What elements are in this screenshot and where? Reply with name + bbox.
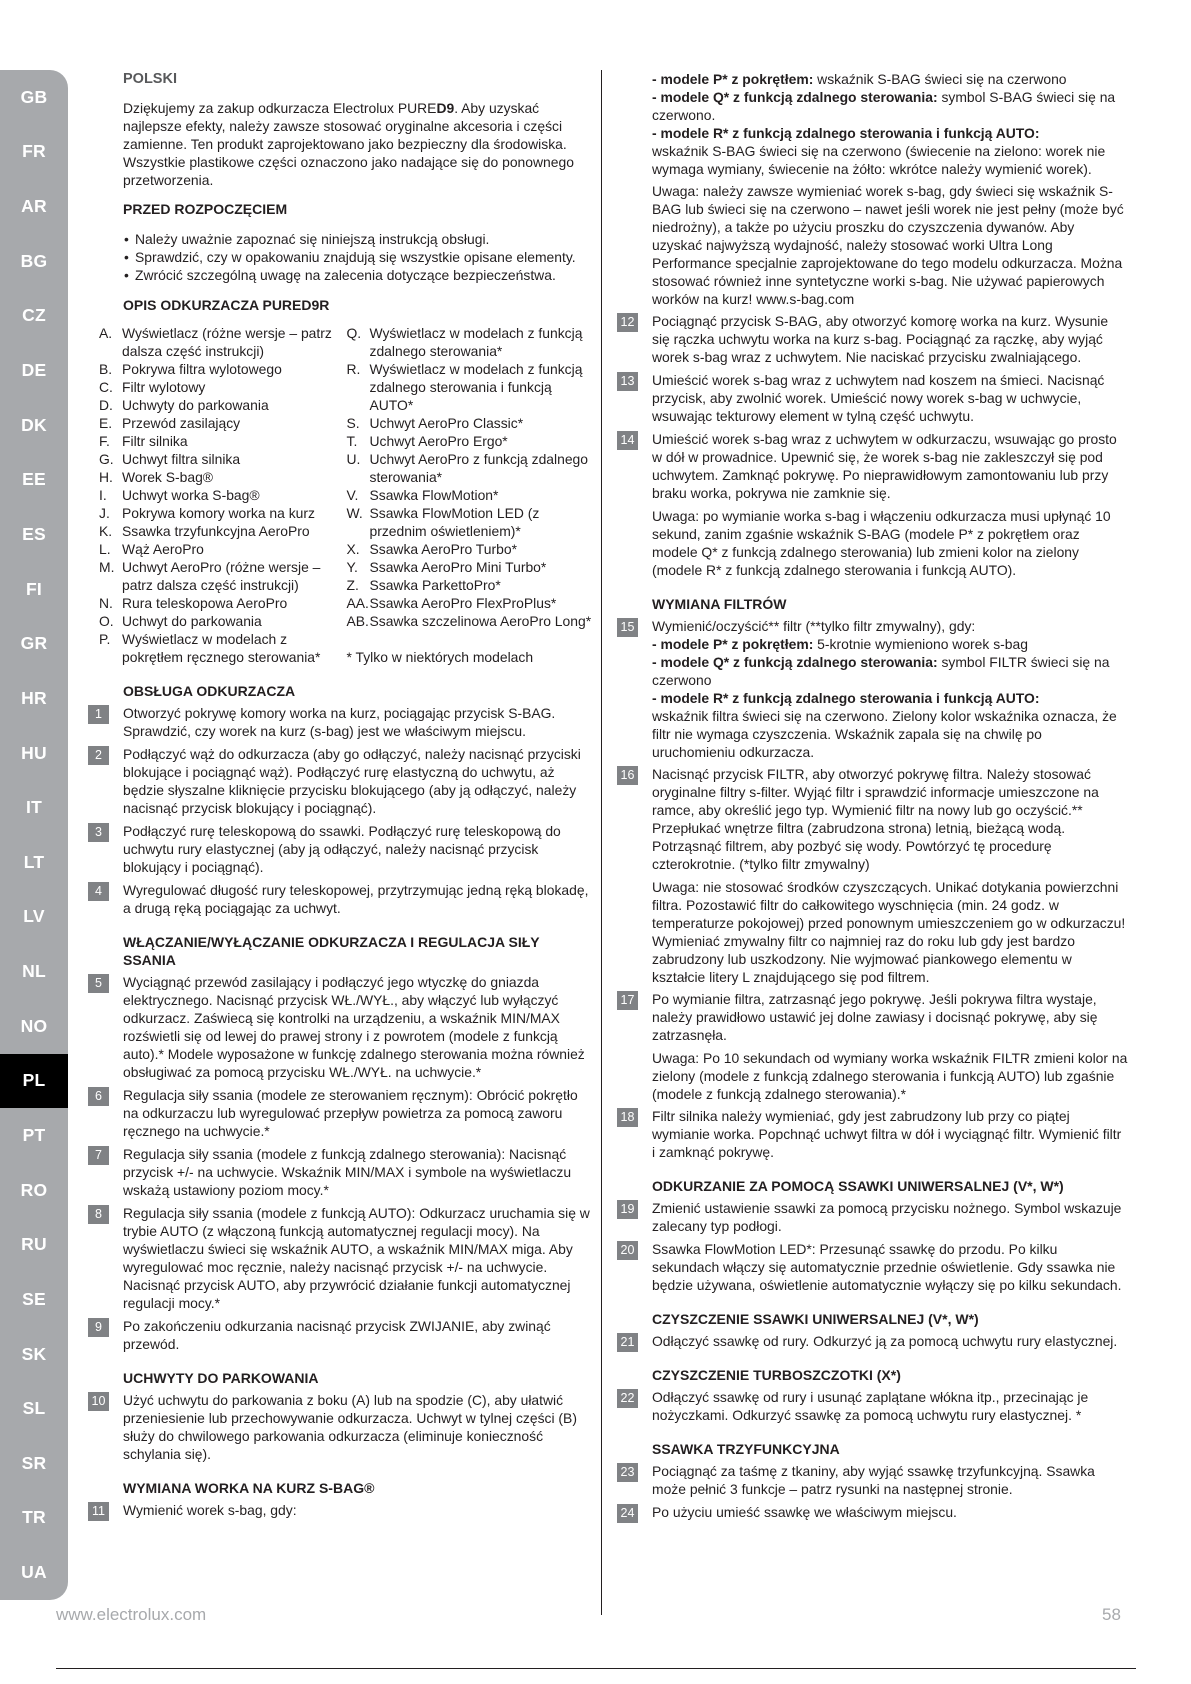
language-title: POLSKI	[123, 71, 177, 87]
step-16-note: Uwaga: nie stosować środków czyszczących. Unikać dotykania powierzchni filtra. Pozostawić filtr do całkowitego wyschnięcia (min. 24 godz. w temperaturze pokojowej) przed ponownym umieszczeniem go w odkurzaczu! Wymieniać zmywalny filtr co najmniej raz do roku lub gdy jest bardzo zabrudzony lub uszkodzony. Nie wyjmować piankowego elementu w kształcie litery L znajdującego się pod filtrem.	[652, 879, 1126, 985]
before-list	[84, 230, 594, 284]
universal-heading: ODKURZANIE ZA POMOCĄ SSAWKI UNIWERSALNEJ (V*, W*)	[652, 1178, 1064, 1194]
language-tab-nl[interactable]: NL	[22, 961, 46, 982]
language-tab-gr[interactable]: GR	[20, 633, 48, 654]
triple-heading: SSAWKA TRZYFUNKCYJNA	[652, 1441, 840, 1457]
bag-note: Uwaga: należy zawsze wymieniać worek s-bag, gdy świeci się wskaźnik S-BAG lub świeci się na czerwono – nawet jeśli worek nie jest pełny (może być niedrożny), a także po użyciu proszku do czyszczenia dywanów. Aby uzyskać najwyższą wydajność, należy stosować worki Ultra Long Performance specjalnie zaprojektowane do tego modelu odkurzacza. Można stosować również inne syntetyczne worki s-bag. Nie używać papierowych worków na kurz! www.s-bag.com	[652, 183, 1124, 307]
part-item: X. Ssawka AeroPro Turbo*	[346, 541, 517, 557]
step-1: 1 Otworzyć pokrywę komory worka na kurz, pociągając przycisk S-BAG. Sprawdzić, czy worek na kurz (s-bag) jest we właściwym miejscu.	[84, 704, 594, 740]
language-tab-pt[interactable]: PT	[22, 1124, 46, 1145]
step-10: 10 Użyć uchwytu do parkowania z boku (A) lub na spodzie (C), aby ułatwić przeniesienie lub przechowywanie odkurzacza. Uchwyt w tylnej części (B) służy do chwilowego parkowania odkurzacza (eliminuje konieczność schylania się).	[84, 1391, 594, 1463]
step-6: 6 Regulacja siły ssania (modele ze sterowaniem ręcznym): Obrócić pokrętło na odkurzaczu lub wyregulować przepływ powietrza za pomocą zaworu ręcznego na uchwycie.*	[84, 1086, 594, 1140]
part-item: P. Wyświetlacz w modelach z pokrętłem ręcznego sterowania*	[99, 631, 321, 665]
part-item: Y. Ssawka AeroPro Mini Turbo*	[346, 559, 547, 575]
step-24: 24 Po użyciu umieść ssawkę we właściwym miejscu.	[613, 1503, 1128, 1521]
clean-universal-heading: CZYSZCZENIE SSAWKI UNIWERSALNEJ (V*, W*)	[652, 1311, 979, 1327]
filter-condition-q: - modele Q* z funkcją zdalnego sterowania: symbol FILTR świeci się na czerwono	[652, 654, 1110, 688]
step-12: 12 Pociągnąć przycisk S-BAG, aby otworzyć komorę worka na kurz. Wysunie się rączka uchwytu worka na kurz s-bag. Pociągnąć za rączkę, aby wyjąć worek s-bag wraz z uchwytem. Nie naciskać przycisku zwalniającego.	[613, 312, 1128, 366]
part-item: I. Uchwyt worka S-bag®	[99, 487, 260, 503]
part-item: M. Uchwyt AeroPro (różne wersje – patrz dalsza część instrukcji)	[99, 559, 321, 593]
language-tab-fi[interactable]: FI	[26, 578, 42, 599]
filter-condition-p: - modele P* z pokrętłem: 5-krotnie wymieniono worek s-bag	[652, 636, 1028, 652]
part-item: W. Ssawka FlowMotion LED (z przednim oświetleniem)*	[346, 505, 540, 539]
part-item: D. Uchwyty do parkowania	[99, 397, 269, 413]
part-item: AB. Ssawka szczelinowa AeroPro Long*	[346, 613, 592, 629]
step-21: 21 Odłączyć ssawkę od rury. Odkurzyć ją za pomocą uchwytu rury elastycznej.	[613, 1332, 1128, 1350]
before-heading: PRZED ROZPOCZĘCIEM	[123, 201, 288, 217]
part-item: AA. Ssawka AeroPro FlexProPlus*	[346, 595, 557, 611]
left-column	[84, 70, 594, 1524]
language-tab-gb[interactable]: GB	[20, 86, 48, 107]
language-tab-sr[interactable]: SR	[21, 1452, 47, 1473]
language-tab-cz[interactable]: CZ	[22, 305, 46, 326]
language-tab-fr[interactable]: FR	[22, 141, 46, 162]
language-tab-pl[interactable]: PL	[0, 1054, 68, 1109]
language-tab-no[interactable]: NO	[20, 1015, 48, 1036]
part-item: Q. Wyświetlacz w modelach z funkcją zdalnego sterowania*	[346, 325, 583, 359]
part-item: H. Worek S-bag®	[99, 469, 214, 485]
step-16: 16 Nacisnąć przycisk FILTR, aby otworzyć pokrywę filtra. Należy stosować oryginalne filtry s-filter. Wyjąć filtr i sprawdzić informacje umieszczone na ramce, aby określić jego typ. Wymienić filtr na nowy lub go oczyścić.** Przepłukać wnętrze filtra (zabrudzona strona) letnią, bieżącą wodą. Potrząsnąć filtrem, aby pozbyć się wody. Powtórzyć tę procedurę czterokrotnie. (*tylko filtr zmywalny)	[613, 765, 1128, 873]
language-tab-ar[interactable]: AR	[21, 196, 47, 217]
step-22: 22 Odłączyć ssawkę od rury i usunąć zaplątane włókna itp., przecinając je nożyczkami. Odkurzyć ssawkę za pomocą uchwytu rury elastycznej. *	[613, 1388, 1128, 1424]
part-item: T. Uchwyt AeroPro Ergo*	[346, 433, 508, 449]
step-20: 20 Ssawka FlowMotion LED*: Przesunąć ssawkę do przodu. Po kilku sekundach włączy się automatycznie przednie oświetlenie. Gdy ssawka nie będzie używana, oświetlenie automatycznie wyłączy się po kilku sekundach.	[613, 1240, 1128, 1294]
before-item: • Zwrócić szczególną uwagę na zalecenia dotyczące bezpieczeństwa.	[123, 266, 594, 284]
language-tab-ee[interactable]: EE	[22, 469, 46, 490]
step-7: 7 Regulacja siły ssania (modele z funkcją zdalnego sterowania): Nacisnąć przycisk +/- na uchwycie. Wskaźnik MIN/MAX i symbole na wyświetlaczu wskażą ustawiony poziom mocy.*	[84, 1145, 594, 1199]
part-item: U. Uchwyt AeroPro z funkcją zdalnego sterowania*	[346, 451, 589, 485]
parts-left	[99, 324, 347, 666]
step-9: 9 Po zakończeniu odkurzania nacisnąć przycisk ZWIJANIE, aby zwinąć przewód.	[84, 1317, 594, 1353]
language-tab-sk[interactable]: SK	[21, 1343, 47, 1364]
part-item: F. Filtr silnika	[99, 433, 188, 449]
filter-condition-r: - modele R* z funkcją zdalnego sterowania i funkcją AUTO: wskaźnik filtra świeci się na czerwono. Zielony kolor wskaźnika oznacza, że filtr nie wymaga czyszczenia. Wskaźnik zapala się na chwilę po uruchomieniu odkurzacza.	[652, 690, 1117, 760]
power-heading: WŁĄCZANIE/WYŁĄCZANIE ODKURZACZA I REGULACJA SIŁY SSANIA	[123, 934, 540, 968]
before-item: • Należy uważnie zapoznać się niniejszą instrukcją obsługi.	[123, 230, 594, 248]
page-number: 58	[1102, 1605, 1121, 1624]
parking-heading: UCHWYTY DO PARKOWANIA	[123, 1370, 319, 1386]
intro-paragraph: Dziękujemy za zakup odkurzacza Electrolux PURED9. Aby uzyskać najlepsze efekty, należy zawsze stosować oryginalne akcesoria i części zamienne. Ten produkt zaprojektowano jako bezpieczny dla środowiska. Wszystkie plastikowe części oznaczono jako nadające się do ponownego przetworzenia.	[123, 100, 574, 188]
part-item: G. Uchwyt filtra silnika	[99, 451, 241, 467]
language-tab-hr[interactable]: HR	[21, 687, 47, 708]
bag-condition-r: - modele R* z funkcją zdalnego sterowania i funkcją AUTO: wskaźnik S-BAG świeci się na czerwono (świecenie na zielono: worek nie wymaga wymiany, świecenie na żółto: wkrótce należy wymienić worek).	[652, 125, 1106, 177]
step-5: 5 Wyciągnąć przewód zasilający i podłączyć jego wtyczkę do gniazda elektrycznego. Nacisnąć przycisk WŁ./WYŁ., aby włączyć lub wyłączyć odkurzacz. Zaświecą się kontrolki na urządzeniu, a wskaźnik MIN/MAX rozświetli się od lewej do prawej strony i z powrotem (modele z funkcją auto).* Modele wyposażone w funkcję zdalnego sterowania można również obsługiwać za pomocą przycisku WŁ./WYŁ. na uchwycie.*	[84, 973, 594, 1081]
part-item: C. Filtr wylotowy	[99, 379, 206, 395]
part-item: E. Przewód zasilający	[99, 415, 241, 431]
parts-note: * Tylko w niektórych modelach	[346, 649, 534, 665]
step-2: 2 Podłączyć wąż do odkurzacza (aby go odłączyć, należy nacisnąć przyciski blokujące i pociągnąć wąż). Podłączyć rurę elastyczną do uchwytu, aż będzie słyszalne kliknięcie przycisku blokującego (aby ją odłączyć, należy nacisnąć przycisk blokujący i pociągnąć).	[84, 745, 594, 817]
step-17-note: Uwaga: Po 10 sekundach od wymiany worka wskaźnik FILTR zmieni kolor na zielony (modele z funkcją zdalnego sterowania i funkcją AUTO) lub zgaśnie (modele z funkcją zdalnego sterowania).*	[652, 1050, 1128, 1102]
part-item: A. Wyświetlacz (różne wersje – patrz dalsza część instrukcji)	[99, 325, 332, 359]
language-tab-ua[interactable]: UA	[21, 1562, 47, 1583]
language-sidebar	[0, 70, 68, 1600]
bag-condition-q: - modele Q* z funkcją zdalnego sterowania: symbol S-BAG świeci się na czerwono.	[652, 89, 1116, 123]
description-heading: OPIS ODKURZACZA PURED9R	[123, 297, 330, 313]
parts-right	[347, 324, 595, 666]
language-tab-lt[interactable]: LT	[23, 851, 45, 872]
step-4: 4 Wyregulować długość rury teleskopowej, przytrzymując jedną ręką blokadę, a drugą ręką pociągając za uchwyt.	[84, 881, 594, 917]
language-tab-es[interactable]: ES	[22, 523, 46, 544]
part-item: O. Uchwyt do parkowania	[99, 613, 262, 629]
step-15: 15 Wymienić/oczyścić** filtr (**tylko filtr zmywalny), gdy:	[613, 617, 1128, 635]
language-tab-se[interactable]: SE	[22, 1288, 46, 1309]
step-14: 14 Umieścić worek s-bag wraz z uchwytem w odkurzaczu, wsuwając go prosto w dół w prowadnice. Upewnić się, że worek s-bag nie zakleszczył się pod uchwytem. Zamknąć pokrywę. Po nieprawidłowym zamontowaniu lub przy braku worka, pokrywa nie zamknie się.	[613, 430, 1128, 502]
part-item: R. Wyświetlacz w modelach z funkcją zdalnego sterowania i funkcją AUTO*	[346, 361, 583, 413]
part-item: L. Wąż AeroPro	[99, 541, 204, 557]
footer-url[interactable]: www.electrolux.com	[56, 1605, 207, 1624]
language-tab-hu[interactable]: HU	[21, 742, 47, 763]
language-tab-dk[interactable]: DK	[21, 414, 47, 435]
part-item: S. Uchwyt AeroPro Classic*	[346, 415, 524, 431]
parts-list	[99, 324, 594, 666]
step-3: 3 Podłączyć rurę teleskopową do ssawki. Podłączyć rurę teleskopową do uchwytu rury elastycznej (aby ją odłączyć, należy nacisnąć przycisk blokujący i pociągnąć).	[84, 822, 594, 876]
language-tab-ro[interactable]: RO	[20, 1179, 48, 1200]
turbo-heading: CZYSZCZENIE TURBOSZCZOTKI (X*)	[652, 1367, 901, 1383]
part-item: V. Ssawka FlowMotion*	[346, 487, 499, 503]
operation-heading: OBSŁUGA ODKURZACZA	[123, 683, 296, 699]
language-tab-de[interactable]: DE	[21, 360, 47, 381]
step-11: 11 Wymienić worek s-bag, gdy:	[84, 1501, 594, 1519]
step-23: 23 Pociągnąć za taśmę z tkaniny, aby wyjąć ssawkę trzyfunkcyjną. Ssawka może pełnić 3 funkcje – patrz rysunki na następnej stronie.	[613, 1462, 1128, 1498]
language-tab-sl[interactable]: SL	[22, 1398, 46, 1419]
language-tab-it[interactable]: IT	[26, 797, 42, 818]
bag-condition-p: - modele P* z pokrętłem: wskaźnik S-BAG świeci się na czerwono	[652, 71, 1067, 87]
filters-heading: WYMIANA FILTRÓW	[652, 596, 787, 612]
part-item: K. Ssawka trzyfunkcyjna AeroPro	[99, 523, 310, 539]
bag-heading: WYMIANA WORKA NA KURZ S-BAG®	[123, 1480, 375, 1496]
part-item: J. Pokrywa komory worka na kurz	[99, 505, 315, 521]
language-tab-ru[interactable]: RU	[21, 1234, 47, 1255]
right-column	[613, 70, 1128, 1526]
part-item: Z. Ssawka ParkettoPro*	[346, 577, 501, 593]
part-item: N. Rura teleskopowa AeroPro	[99, 595, 288, 611]
language-tab-bg[interactable]: BG	[20, 250, 48, 271]
step-18: 18 Filtr silnika należy wymieniać, gdy jest zabrudzony lub przy co piątej wymianie worka. Popchnąć uchwyt filtra w dół i wyciągnąć filtr. Wymienić filtr i zamknąć pokrywę.	[613, 1107, 1128, 1161]
step-13: 13 Umieścić worek s-bag wraz z uchwytem nad koszem na śmieci. Nacisnąć przycisk, aby zwolnić worek. Umieścić nowy worek s-bag w uchwycie, wsuwając tekturowy element w tylną część uchwytu.	[613, 371, 1128, 425]
step-19: 19 Zmienić ustawienie ssawki za pomocą przycisku nożnego. Symbol wskazuje zalecany typ podłogi.	[613, 1199, 1128, 1235]
language-tab-lv[interactable]: LV	[23, 906, 45, 927]
step-14-note: Uwaga: po wymianie worka s-bag i włączeniu odkurzacza musi upłynąć 10 sekund, zanim zgaśnie wskaźnik S-BAG (modele P* z pokrętłem oraz modele Q* z funkcją zdalnego sterowania) lub zmieni kolor na zielony (modele R* z funkcją zdalnego sterowania i funkcją AUTO).	[652, 508, 1111, 578]
footer-rule	[56, 1668, 1136, 1669]
part-item: B. Pokrywa filtra wylotowego	[99, 361, 282, 377]
before-item: • Sprawdzić, czy w opakowaniu znajdują się wszystkie opisane elementy.	[123, 248, 594, 266]
language-tab-tr[interactable]: TR	[22, 1507, 46, 1528]
step-8: 8 Regulacja siły ssania (modele z funkcją AUTO): Odkurzacz uruchamia się w trybie AUTO (z włączoną funkcją automatycznej regulacji mocy). Na wyświetlaczu świeci się wskaźnik AUTO, a wskaźnik MIN/MAX miga. Aby wyregulować moc ręcznie, należy nacisnąć przycisk +/- na uchwycie. Nacisnąć przycisk AUTO, aby przywrócić działanie funkcji automatycznej regulacji mocy.*	[84, 1204, 594, 1312]
column-divider	[601, 70, 602, 1615]
step-17: 17 Po wymianie filtra, zatrzasnąć jego pokrywę. Jeśli pokrywa filtra wystaje, należy prawidłowo ustawić jej dolne zawiasy i docisnąć pokrywę, aby się zatrzasnęła.	[613, 990, 1128, 1044]
